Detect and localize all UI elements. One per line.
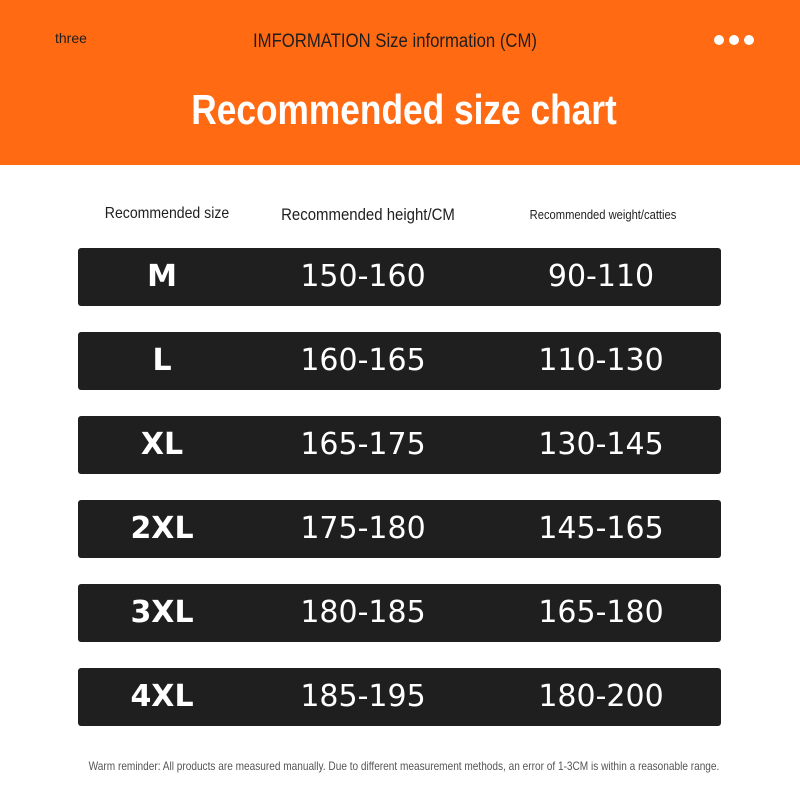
height-cell: 150-160 (300, 259, 426, 294)
header-left-label: three (55, 30, 87, 46)
height-cell: 185-195 (300, 679, 426, 714)
height-cell: 175-180 (300, 511, 426, 546)
size-cell: 3XL (130, 595, 194, 630)
size-cell: L (152, 343, 172, 378)
weight-cell: 180-200 (538, 679, 664, 714)
table-row (78, 584, 721, 642)
height-cell: 180-185 (300, 595, 426, 630)
table-row (78, 248, 721, 306)
page-title: Recommended size chart (191, 86, 617, 133)
size-cell: M (147, 259, 177, 294)
table-row (78, 500, 721, 558)
column-header-weight: Recommended weight/catties (529, 207, 677, 222)
warm-reminder-text: Warm reminder: All products are measured manually. Due to different measurement methods, an error of 1-3CM is within a reasonable range. (88, 759, 720, 773)
column-header-size: Recommended size (104, 205, 230, 222)
column-header-height: Recommended height/CM (281, 205, 455, 224)
table-row (78, 668, 721, 726)
more-dots-icon[interactable] (714, 35, 754, 45)
weight-cell: 145-165 (538, 511, 664, 546)
size-table (78, 248, 721, 752)
dot (714, 35, 724, 45)
size-cell: XL (140, 427, 184, 462)
weight-cell: 90-110 (547, 259, 655, 294)
size-cell: 4XL (130, 679, 194, 714)
table-row (78, 416, 721, 474)
dot (729, 35, 739, 45)
weight-cell: 165-180 (538, 595, 664, 630)
weight-cell: 110-130 (538, 343, 664, 378)
height-cell: 160-165 (300, 343, 426, 378)
height-cell: 165-175 (300, 427, 426, 462)
size-cell: 2XL (130, 511, 194, 546)
size-information-label: IMFORMATION Size information (CM) (253, 31, 537, 52)
weight-cell: 130-145 (538, 427, 664, 462)
dot (744, 35, 754, 45)
header-banner (0, 0, 800, 165)
table-row (78, 332, 721, 390)
